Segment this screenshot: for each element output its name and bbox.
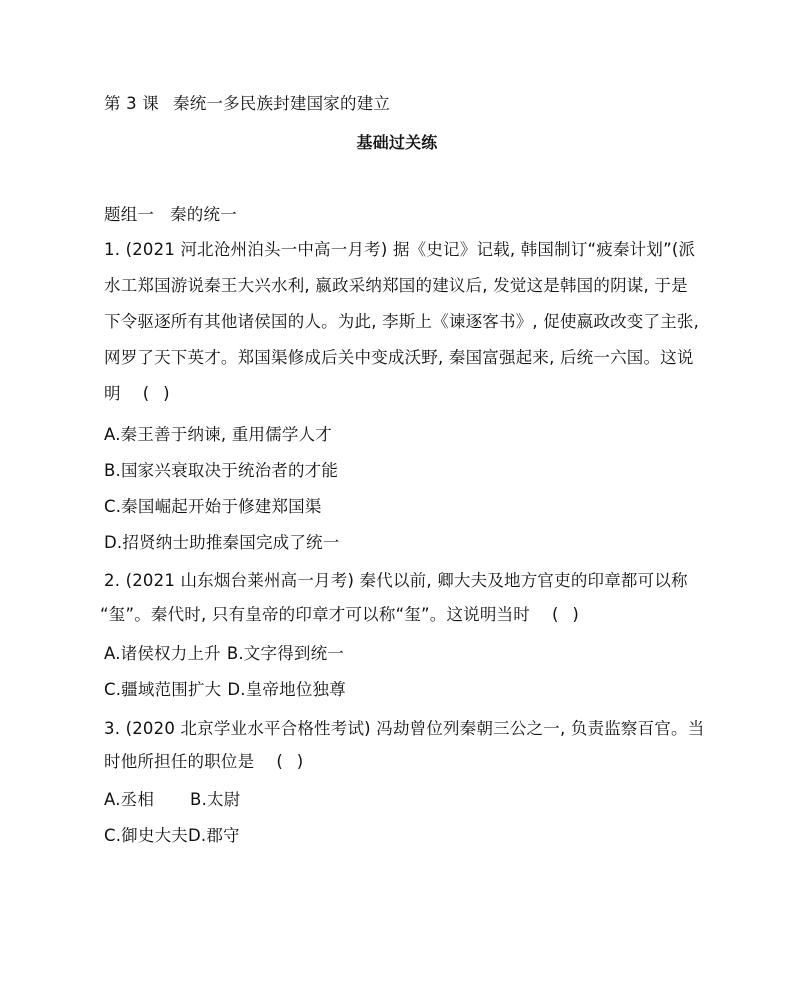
option-1c: C.秦国崛起开始于修建郑国渠 bbox=[104, 497, 322, 516]
option-2a: A.诸侯权力上升 bbox=[104, 644, 221, 663]
question-2-line-2 bbox=[100, 605, 593, 625]
lesson-number: 第 3 课 bbox=[104, 94, 159, 113]
question-1-line-2: 水工郑国游说秦王大兴水利, 嬴政采纳郑国的建议后, 发觉这是韩国的阴谋, 于是 bbox=[104, 276, 688, 295]
option-2b: B.文字得到统一 bbox=[226, 644, 345, 663]
option-row-2ab bbox=[104, 644, 344, 664]
option-1d: D.招贤纳士助推秦国完成了统一 bbox=[104, 533, 340, 552]
question-1-line-5 bbox=[104, 384, 184, 404]
group-name: 秦的统一 bbox=[170, 205, 237, 224]
section-title: 基础过关练 bbox=[356, 133, 438, 152]
option-row-2cd bbox=[104, 680, 346, 700]
question-1-line-3: 下令驱逐所有其他诸侯国的人。为此, 李斯上《谏逐客书》, 促使嬴政改变了主张, bbox=[104, 312, 700, 331]
answer-blank: () bbox=[276, 752, 318, 771]
answer-blank: () bbox=[551, 605, 593, 624]
question-3-tail: 时他所担任的职位是 bbox=[104, 752, 255, 771]
lesson-name: 秦统一多民族封建国家的建立 bbox=[173, 94, 391, 113]
answer-blank: () bbox=[142, 384, 184, 403]
question-3-line-2 bbox=[104, 752, 317, 772]
option-3b: B.太尉 bbox=[190, 790, 241, 809]
question-3-line-1: 3. (2020 北京学业水平合格性考试) 冯劫曾位列秦朝三公之一, 负责监察百官。当 bbox=[104, 719, 705, 738]
group-label: 题组一 bbox=[104, 205, 155, 224]
option-1b: B.国家兴衰取决于统治者的才能 bbox=[104, 461, 339, 480]
question-1-line-4: 网罗了天下英才。郑国渠修成后关中变成沃野, 秦国富强起来, 后统一六国。这说 bbox=[104, 348, 694, 367]
lesson-title bbox=[104, 94, 390, 114]
option-3c: C.御史大夫 bbox=[104, 826, 188, 845]
question-1-tail: 明 bbox=[104, 384, 121, 403]
option-row-3cd bbox=[104, 826, 240, 846]
question-2-line-1: 2. (2021 山东烟台莱州高一月考) 秦代以前, 卿大夫及地方官吏的印章都可以称 bbox=[104, 571, 688, 590]
option-2c: C.疆域范围扩大 bbox=[104, 680, 222, 699]
option-row-3ab bbox=[104, 790, 240, 810]
option-1a: A.秦王善于纳谏, 重用儒学人才 bbox=[104, 425, 332, 444]
group-heading bbox=[104, 205, 237, 225]
question-1-line-1: 1. (2021 河北沧州泊头一中高一月考) 据《史记》记载, 韩国制订“疲秦计划”(派 bbox=[104, 240, 696, 259]
option-2d: D.皇帝地位独尊 bbox=[227, 680, 346, 699]
option-3d: D.郡守 bbox=[187, 826, 240, 845]
question-2-tail: “玺”。秦代时, 只有皇帝的印章才可以称“玺”。这说明当时 bbox=[100, 605, 530, 624]
option-3a: A.丞相 bbox=[104, 790, 155, 809]
